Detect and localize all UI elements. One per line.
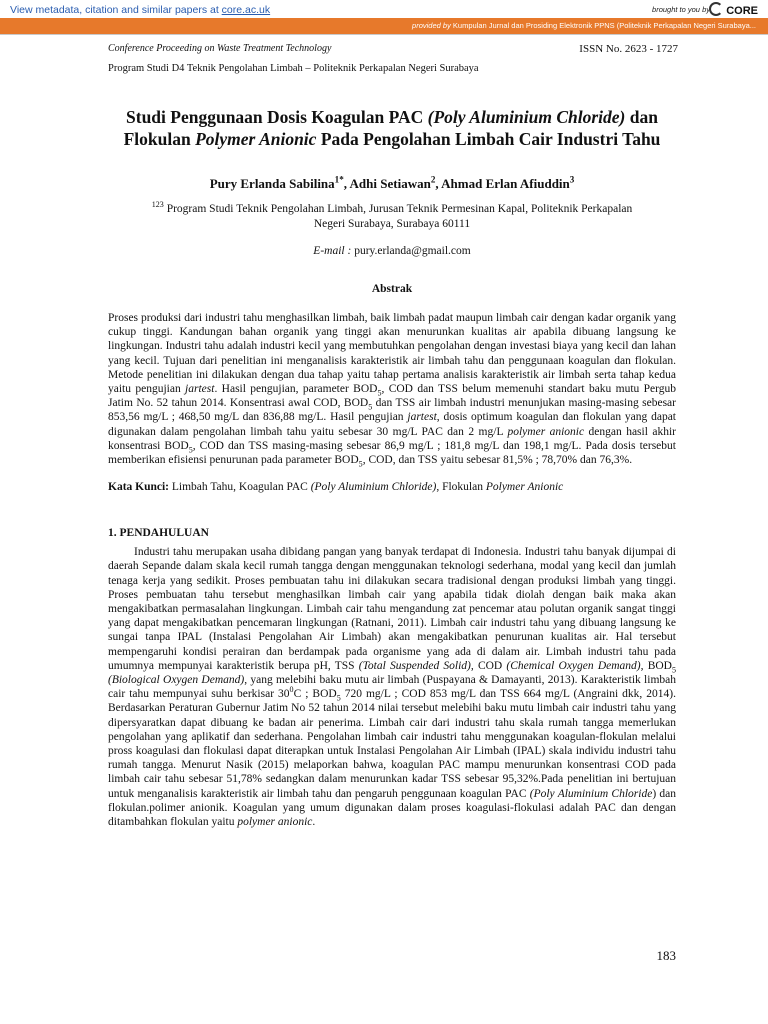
provided-by-label: provided by (412, 21, 451, 30)
email-address[interactable]: pury.erlanda@gmail.com (354, 245, 471, 257)
author-list (108, 176, 676, 192)
provided-by-source[interactable]: Kumpulan Jurnal dan Prosiding Elektronik PPNS (Politeknik Perkapalan Negeri Surabaya... (452, 21, 756, 30)
keywords-italic: Polymer Anionic (485, 481, 564, 494)
title-part: Pada Pengolahan Limbah Cair Industri Tahu (316, 129, 661, 149)
author-name: , Adhi Setiawan (343, 176, 431, 191)
abstract-body: Proses produksi dari industri tahu menghasilkan limbah, baik limbah padat maupun limbah cair dengan kadar organik yang cukup tinggi. Kandungan bahan organik yang tinggi akan menurunkan kualitas air apabila dibuang langsung ke lingkungan. Industri tahu adalah industri kecil yang membutuhkan pengolahan dengan investasi biaya yang kecil dan lahan yang kecil. Tujuan dari penelitian ini menganalisis karakteristik air limbah tahu dan penggunaan koagulan dan flokulan. Metode penelitian ini dilakukan dengan dua tahap yaitu tahap pertama analisis karakteristik air limbah serta tahap kedua yaitu pengujian jartest. Hasil pengujian, parameter $BOD_5$, COD dan TSS belum memenuhi standart baku mutu Pergub Jatim No. 52 tahun 2014. Konsentrasi awal COD, $BOD_5$ dan TSS air limbah industri menunjukan masing-masing sebesar 853,56 mg/L ; 468,50 mg/L dan 836,88 mg/L. Hasil pengujian jartest, dosis optimum koagulan dan flokulan yang dapat digunakan dalam pengolahan limbah tahu yaitu sebesar 30 mg/L PAC dan 2 mg/L polymer anionic dengan hasil akhir konsentrasi $BOD_5$, COD dan TSS masing-masing sebesar 86,9 mg/L ; 181,8 mg/L dan 198,1 mg/L. Pada dosis tersebut memberikan efisiensi penurunan pada parameter $BOD_5$, COD, dan TSS yaitu sebesar 81,5% ; 78,70% dan 76,3%. (108, 312, 676, 469)
affiliation (108, 202, 676, 232)
affiliation-sup: 123 (151, 200, 164, 210)
core-logo-icon (709, 2, 723, 16)
abstract-heading: Abstrak (371, 283, 413, 295)
paper-title (108, 106, 676, 150)
email-label: E-mail : (313, 245, 355, 257)
keywords (108, 481, 676, 493)
keywords-text: Limbah Tahu, Koagulan PAC (169, 481, 311, 494)
title-part: Studi Penggunaan Dosis Koagulan PAC (126, 107, 428, 127)
running-header (108, 43, 676, 61)
author-name: Pury Erlanda Sabilina (209, 176, 335, 191)
keywords-text: , Flokulan (436, 481, 486, 494)
core-logo-text: CORE (726, 5, 758, 17)
email-line (108, 245, 676, 257)
author-sup: 3 (569, 174, 575, 185)
issn-number: ISSN No. 2623 - 1727 (579, 43, 678, 55)
program-line: Program Studi D4 Teknik Pengolahan Limbah – Politeknik Perkapalan Negeri Surabaya (108, 63, 479, 74)
keywords-italic: (Poly Aluminium Chloride) (310, 481, 437, 494)
author-sup: 1* (334, 174, 344, 185)
keywords-label: Kata Kunci: (108, 481, 170, 494)
brought-by-label: brought to you by (652, 5, 710, 14)
paper-page (108, 40, 676, 829)
conference-name: Conference Proceeding on Waste Treatment Technology (108, 43, 332, 54)
title-italic: (Poly Aluminium Chloride) (427, 107, 626, 127)
title-part: dan Flokulan (123, 107, 658, 149)
core-meta-prefix: View metadata, citation and similar papers at (10, 4, 222, 16)
page-number: 183 (656, 948, 676, 963)
title-italic: Polymer Anionic (195, 129, 317, 149)
author-sup: 2 (430, 174, 436, 185)
provided-by-bar (0, 18, 768, 34)
introduction-body: Industri tahu merupakan usaha dibidang pangan yang banyak terdapat di Indonesia. Industri tahu banyak dijumpai di daerah Sepande dalam skala kecil rumah tangga dengan menggunakan teknologi sederhana, modal yang kecil dan jumlah tenaga kerja yang sedikit. Proses pembuatan tahu ini dilakukan secara tradisional dengan produksi limbah yang tinggi. Proses pembuatan tahu tersebut menghasilkan limbah cair yang apabila tidak diolah dengan baik maka akan mengakibatkan permasalahan lingkungan. Limbah cair tahu mengandung zat pencemar atau polutan organik sangat tinggi yang dapat mengakibatkan pencemaran lingkungan (Ratnani, 2011). Limbah cair industri tahu yang dibuang langsung ke sungai tanpa IPAL (Instalasi Pengolahan Air Limbah) akan mengakibatkan penurunan kualitas air. Hal tersebut mempengaruhi kondisi perairan dan berdampak pada organisme yang ada di dalam air. Limbah industri tahu pada umumnya mempunyai karakteristik berupa pH, TSS (Total Suspended Solid), COD (Chemical Oxygen Demand), $BOD_5$ (Biological Oxygen Demand), yang melebihi baku mutu air limbah (Puspayana & Damayanti, 2013). Karakteristik limbah cair tahu mempunyai suhu berkisar $30^0C$ ; $BOD_5$ 720 mg/L ; COD 853 mg/L dan TSS 664 mg/L (Angraini dkk, 2014). Berdasarkan Peraturan Gubernur Jatim No 52 tahun 2014 nilai tersebut melebihi baku mutu limbah cair industri tahu yang dipersyaratkan dapat dibuang ke badan air penerima. Limbah cair dari industri tahu skala rumah tangga memerlukan pengolahan yang aplikatif dan sederhana. Pengolahan limbah cair industri tahu menggunakan koagulan-flokulan melalui pross koagulasi dan flokulasi dapat diterapkan untuk Instalasi Pengolahan Air Limbah (IPAL) skala individu industri tahu rumah tangga. Menurut Nasik (2015) melaporkan bahwa, koagulan PAC mampu menurunkan konsentrasi COD pada limbah cair tahu sebesar 51,78% sedangkan dalam menurunkan kadar TSS sebesar 95,32%.Pada penelitian ini bertujuan untuk menganalisis karakteristik air limbah tahu dan pengaruh penggunaan koagulan PAC (Poly Aluminium Chloride) dan flokulan.polimer anionik. Koagulan yang umum digunakan dalam proses koagulasi-flokulasi adalah PAC dan dengan ditambahkan flokulan yaitu polymer anionic. (108, 546, 677, 829)
core-banner (0, 0, 768, 35)
core-metadata-link[interactable] (10, 4, 270, 16)
core-link-text[interactable]: core.ac.uk (221, 4, 271, 16)
core-logo[interactable] (709, 2, 758, 17)
section-heading: 1. PENDAHULUAN (108, 527, 209, 540)
affiliation-text: Program Studi Teknik Pengolahan Limbah, Jurusan Teknik Permesinan Kapal, Politeknik Perkapalan Negeri Surabaya, Surabaya 60111 (163, 203, 633, 230)
author-name: , Ahmad Erlan Afiuddin (435, 176, 570, 191)
